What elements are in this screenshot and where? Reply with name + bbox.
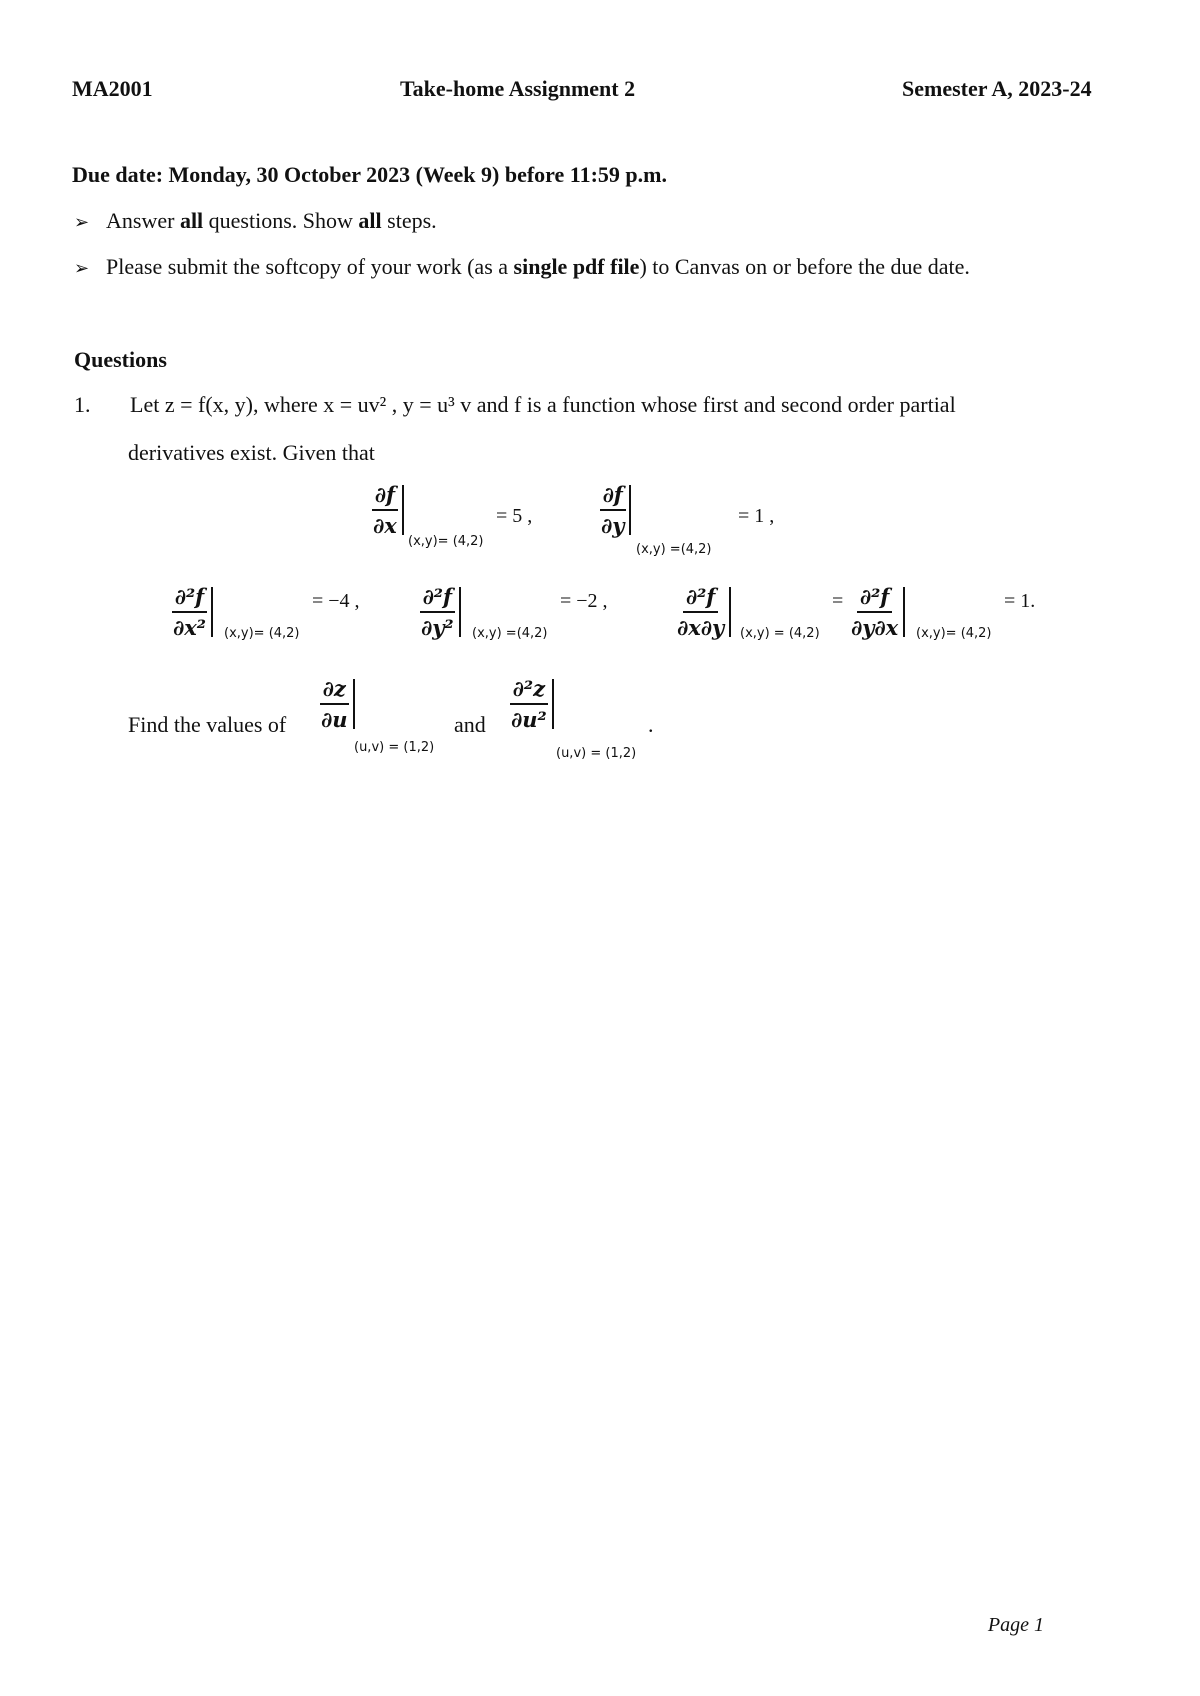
due-date: Due date: Monday, 30 October 2023 (Week 9) before 11:59 p.m. <box>72 162 667 187</box>
course-code: MA2001 <box>72 76 153 101</box>
given-value: = −2 , <box>560 590 608 612</box>
find-d2z-du2: $\frac{\text{∂²z}}{\text{∂u²}}$ <box>508 676 554 732</box>
arrow-bullet-icon: ➢ <box>74 258 90 278</box>
given-df-dx: $\frac{\partial f}{\partial x}$ <box>370 482 404 538</box>
find-period: . <box>648 712 654 737</box>
eval-point: (x,y)= (4,2) <box>224 626 300 641</box>
given-df-dy: $\frac{\partial f}{\partial y}$ <box>598 482 631 538</box>
given-d2f-dydx: $\frac{\text{∂²f}}{\partial y\partial x}$ <box>848 584 905 640</box>
semester-label: Semester A, 2023-24 <box>902 76 1092 101</box>
eval-point: (x,y)= (4,2) <box>916 626 992 641</box>
eval-point: (x,y) = (4,2) <box>740 626 820 641</box>
find-text: Find the values of <box>128 712 287 737</box>
and-text: and <box>454 712 486 737</box>
given-value: = 1. <box>1004 590 1036 612</box>
find-dz-du: $\frac{\partial z}{\partial u}$ <box>318 676 355 732</box>
question-text: Let z = f(x, y), where x = uv² , y = u³ v and f is a function whose first and second order partial <box>130 392 956 417</box>
eval-point: (u,v) = (1,2) <box>556 746 637 761</box>
eval-point: (x,y) =(4,2) <box>636 542 712 557</box>
eval-point: (x,y)= (4,2) <box>408 534 484 549</box>
assignment-title: Take-home Assignment 2 <box>400 76 636 101</box>
given-value: = 1 , <box>738 505 775 527</box>
eval-point: (x,y) =(4,2) <box>472 626 548 641</box>
questions-heading: Questions <box>74 347 167 372</box>
question-1-line-1 <box>74 392 956 418</box>
given-value: = −4 , <box>312 590 360 612</box>
question-number: 1. <box>74 392 91 417</box>
page-number: Page 1 <box>987 1614 1044 1636</box>
arrow-bullet-icon: ➢ <box>74 212 90 232</box>
given-value: = <box>832 590 844 612</box>
given-d2f-dx2: $\frac{\text{∂²f}}{\text{∂x²}}$ <box>170 584 213 640</box>
given-d2f-dxdy: $\frac{\text{∂²f}}{\partial x\partial y}$ <box>674 584 731 640</box>
eval-point: (u,v) = (1,2) <box>354 740 435 755</box>
given-d2f-dy2: $\frac{\text{∂²f}}{\text{∂y²}}$ <box>418 584 461 640</box>
given-value: = 5 , <box>496 505 533 527</box>
instruction-item: ➢ Answer all questions. Show all steps. <box>74 208 437 233</box>
question-1-line-2: derivatives exist. Given that <box>128 440 375 465</box>
instruction-item: ➢ Please submit the softcopy of your work (as a single pdf file) to Canvas on or before the due date. <box>74 254 970 279</box>
